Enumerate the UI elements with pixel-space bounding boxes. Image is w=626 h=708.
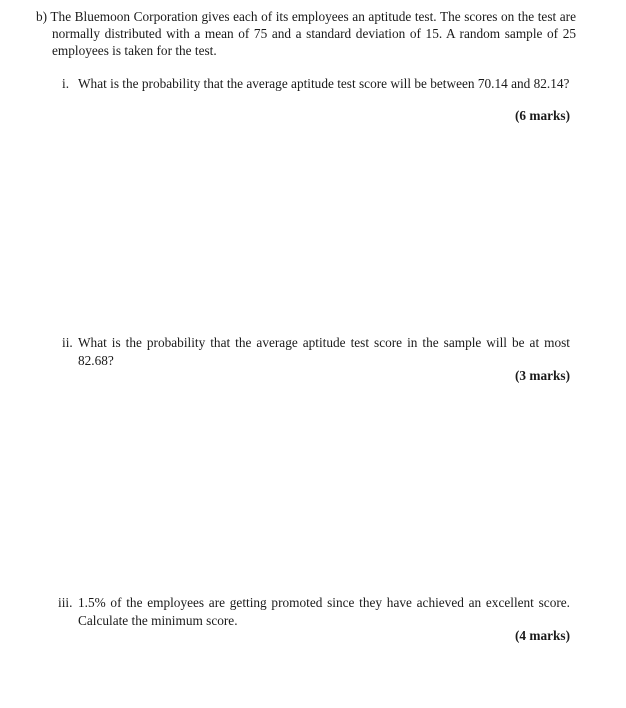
subquestion-i-marks: (6 marks) <box>514 108 570 123</box>
question-b <box>36 8 576 59</box>
subquestion-iii <box>58 594 570 629</box>
subquestion-ii-marks: (3 marks) <box>514 368 570 383</box>
subquestion-i <box>62 75 570 93</box>
subquestion-iii-text: 1.5% of the employees are getting promoted since they have achieved an excellent score. Calculate the minimum score. <box>78 595 570 628</box>
subquestion-ii <box>62 334 570 369</box>
question-b-text: The Bluemoon Corporation gives each of its employees an aptitude test. The scores on the test are normally distributed with a mean of 75 and a standard deviation of 15. A random sample of 25 employees is taken for the test. <box>50 9 576 58</box>
subquestion-iii-marks: (4 marks) <box>514 628 570 643</box>
subquestion-i-number: i. <box>62 76 70 91</box>
subquestion-ii-text: What is the probability that the average aptitude test score in the sample will be at most 82.68? <box>78 335 570 368</box>
subquestion-ii-number: ii. <box>62 335 73 350</box>
subquestion-iii-number: iii. <box>58 595 73 610</box>
subquestion-i-text: What is the probability that the average aptitude test score will be between 70.14 and 82.14? <box>78 76 570 91</box>
question-b-label: b) <box>36 9 48 24</box>
